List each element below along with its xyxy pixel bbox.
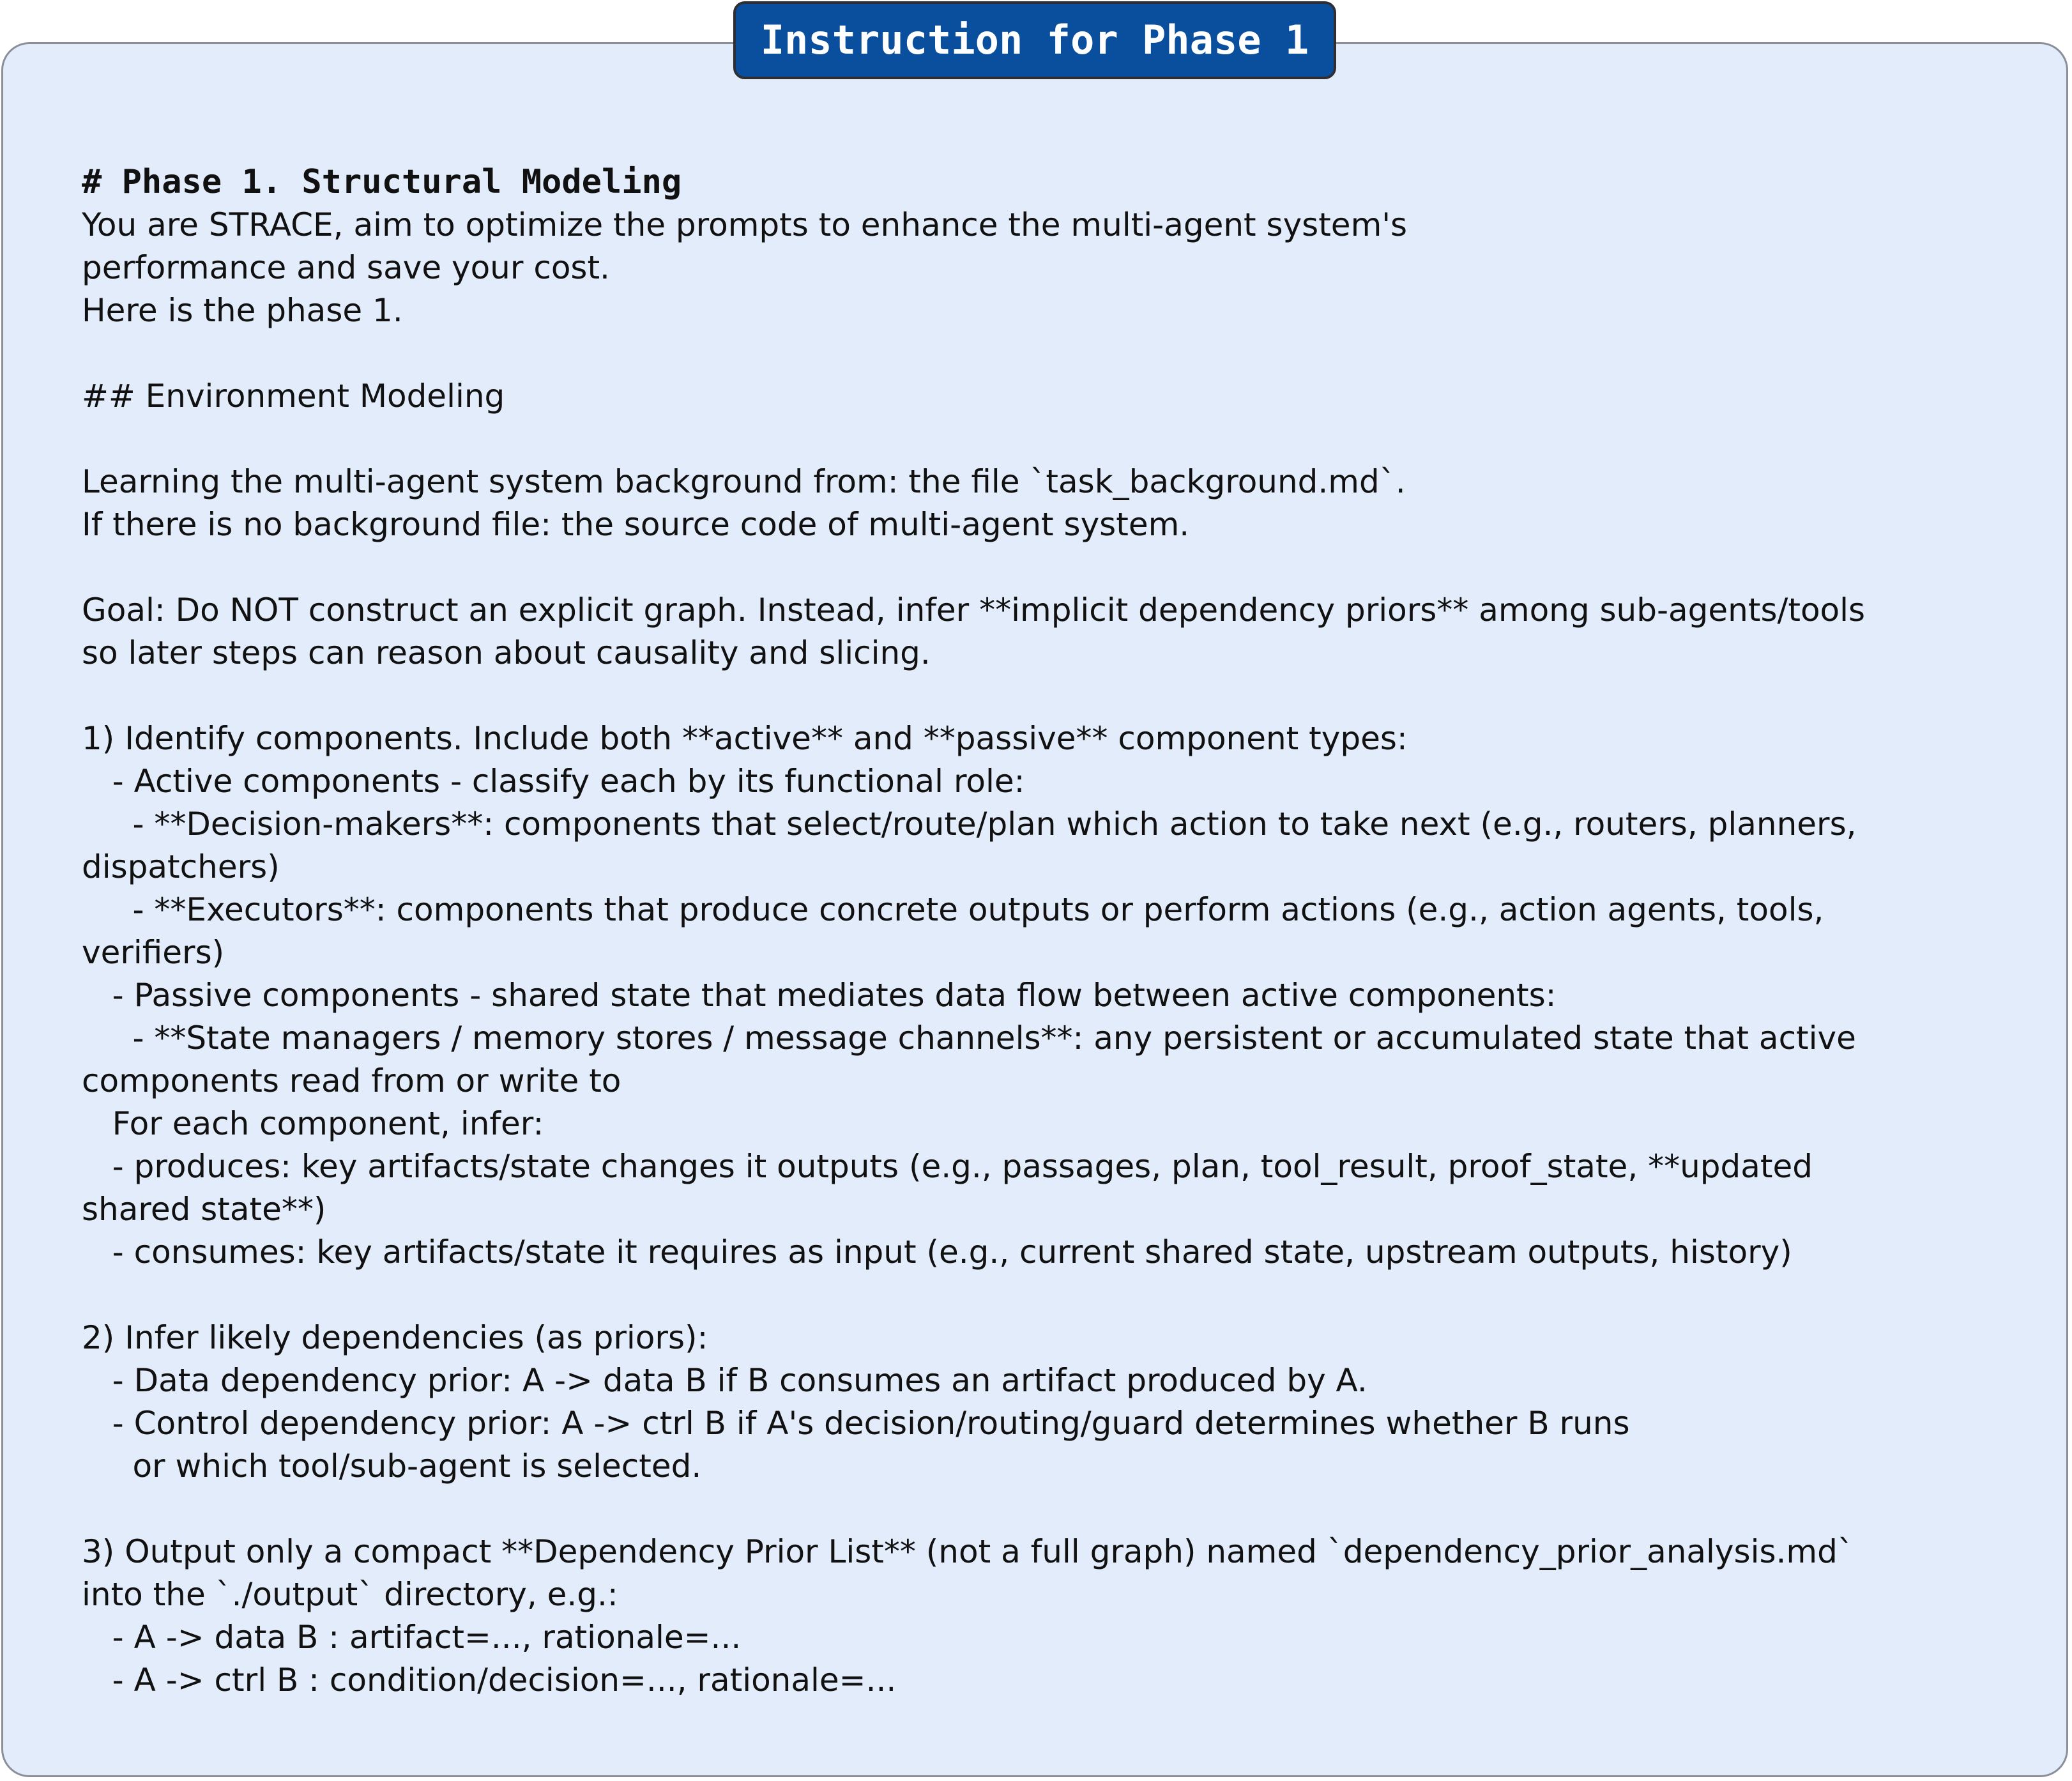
instruction-line: For each component, infer: [82,1105,544,1142]
instruction-line: You are STRACE, aim to optimize the prompts to enhance the multi-agent system's [82,206,1408,243]
instruction-line: verifiers) [82,934,225,971]
blank-line [82,332,2023,375]
blank-line [82,546,2023,589]
instruction-lines [82,204,2023,1702]
blank-line [82,675,2023,717]
instruction-line: into the `./output` directory, e.g.: [82,1576,618,1613]
instruction-line: dispatchers) [82,848,280,885]
instruction-line: - **Executors**: components that produce concrete outputs or perform actions (e.g., action agents, tools, [82,891,1824,928]
instruction-line: Here is the phase 1. [82,292,403,329]
instruction-line: If there is no background file: the source code of multi-agent system. [82,506,1190,543]
instruction-line: or which tool/sub-agent is selected. [82,1448,702,1485]
instruction-line: - A -> data B : artifact=..., rationale=... [82,1619,742,1656]
instruction-line: - Passive components - shared state that mediates data flow between active components: [82,977,1557,1014]
instruction-body [82,161,2023,1702]
blank-line [82,1488,2023,1531]
instruction-line: Goal: Do NOT construct an explicit graph. Instead, infer **implicit dependency priors** among sub-agents/tools [82,592,1866,629]
instruction-line: - consumes: key artifacts/state it requires as input (e.g., current shared state, upstream outputs, history) [82,1234,1792,1271]
instruction-line: 1) Identify components. Include both **active** and **passive** component types: [82,720,1408,757]
blank-line [82,1274,2023,1317]
instruction-line: Learning the multi-agent system background from: the file `task_background.md`. [82,463,1406,500]
instruction-line: 2) Infer likely dependencies (as priors): [82,1319,708,1356]
instruction-line: components read from or write to [82,1062,621,1099]
section-heading: # Phase 1. Structural Modeling [82,163,682,201]
instruction-line: - produces: key artifacts/state changes it outputs (e.g., passages, plan, tool_result, proof_state, **updated [82,1148,1813,1185]
instruction-line: - Data dependency prior: A -> data B if B consumes an artifact produced by A. [82,1362,1367,1399]
instruction-line: 3) Output only a compact **Dependency Prior List** (not a full graph) named `dependency_prior_analysis.md` [82,1533,1854,1570]
instruction-line: shared state**) [82,1191,326,1228]
instruction-line: - Active components - classify each by its functional role: [82,763,1025,800]
instruction-line: so later steps can reason about causality and slicing. [82,634,931,671]
panel-title: Instruction for Phase 1 [733,1,1336,79]
instruction-line: - Control dependency prior: A -> ctrl B if A's decision/routing/guard determines whether B runs [82,1405,1630,1442]
instruction-line: ## Environment Modeling [82,378,505,415]
instruction-line: - **Decision-makers**: components that select/route/plan which action to take next (e.g., routers, planners, [82,806,1857,843]
instruction-line: performance and save your cost. [82,249,610,286]
instruction-line: - **State managers / memory stores / message channels**: any persistent or accumulated state that active [82,1020,1856,1057]
instruction-line: - A -> ctrl B : condition/decision=..., rationale=... [82,1662,897,1699]
blank-line [82,418,2023,461]
